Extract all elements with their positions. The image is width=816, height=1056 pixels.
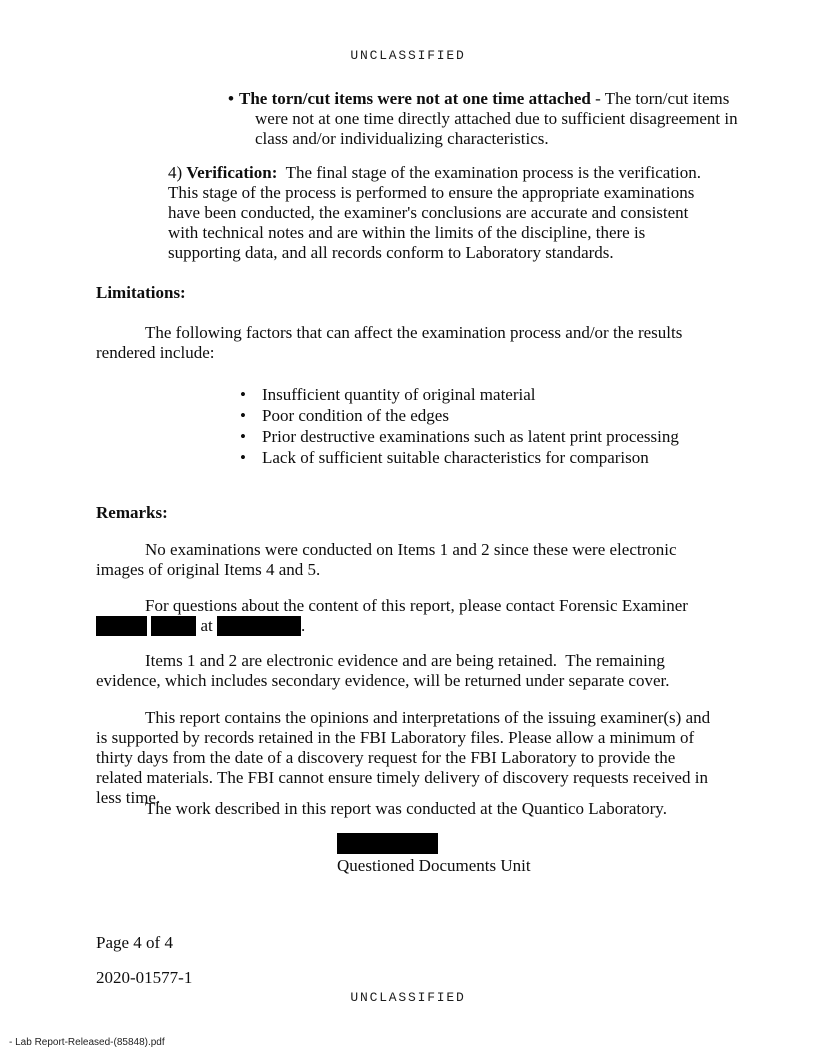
signature-block [337, 833, 531, 876]
list-item [240, 447, 679, 468]
bullet-icon: • [240, 427, 246, 446]
bullet-icon: • [240, 448, 246, 467]
limitations-factors-list [240, 384, 679, 468]
classification-banner-bottom: UNCLASSIFIED [350, 990, 466, 1005]
signature-unit-name: Questioned Documents Unit [337, 856, 531, 875]
limitations-heading: Limitations: [96, 283, 186, 302]
case-number: 2020-01577-1 [96, 968, 193, 987]
contact-paragraph [96, 596, 720, 636]
torn-cut-text: - The torn/cut items were not at one time directly attached due to sufficient disagreement in class and/or individualizing characteristics. [255, 89, 742, 148]
signature-redaction-bar [337, 833, 438, 854]
contact-text-between: at [196, 616, 218, 635]
verification-paragraph [168, 163, 716, 263]
torn-cut-bullet-paragraph [228, 89, 743, 149]
bullet-icon: • [240, 385, 246, 404]
contact-text-before: For questions about the content of this report, please contact Forensic Examiner [145, 596, 693, 615]
page-number: Page 4 of 4 [96, 933, 173, 952]
limitations-intro-paragraph: The following factors that can affect the examination process and/or the results rendered include: [96, 323, 687, 362]
classification-banner-top: UNCLASSIFIED [350, 48, 466, 63]
contact-text-after: . [301, 616, 306, 635]
no-examinations-paragraph: No examinations were conducted on Items 1 and 2 since these were electronic images of original Items 4 and 5. [96, 540, 681, 579]
factor-text: Lack of sufficient suitable characteristics for comparison [262, 448, 649, 467]
pdf-file-label: - Lab Report-Released-(85848).pdf [9, 1037, 165, 1048]
bullet-icon: • [240, 406, 246, 425]
verification-text: The final stage of the examination process is the verification. This stage of the process is performed to ensure the appropriate examinations have been conducted, the examiner's conclusions are accurate and consistent with technical notes and are within the limits of the discipline, there is supporting data, and all records conform to Laboratory standards. [168, 163, 710, 262]
redaction-bar [217, 616, 301, 636]
list-item [240, 426, 679, 447]
quantico-paragraph: The work described in this report was conducted at the Quantico Laboratory. [145, 799, 667, 818]
redaction-bar [151, 616, 196, 636]
verification-label: Verification: [186, 163, 278, 182]
factor-text: Insufficient quantity of original material [262, 385, 536, 404]
list-item [240, 384, 679, 405]
factor-text: Poor condition of the edges [262, 406, 449, 425]
list-item [240, 405, 679, 426]
remarks-heading: Remarks: [96, 503, 168, 522]
torn-cut-bold-text: The torn/cut items were not at one time attached [239, 89, 591, 108]
bullet-icon: • [228, 89, 234, 108]
verification-number: 4) [168, 163, 187, 182]
evidence-retained-paragraph: Items 1 and 2 are electronic evidence and are being retained. The remaining evidence, which includes secondary evidence, will be returned under separate cover. [96, 651, 670, 690]
factor-text: Prior destructive examinations such as latent print processing [262, 427, 679, 446]
redaction-bar [96, 616, 147, 636]
discovery-paragraph: This report contains the opinions and interpretations of the issuing examiner(s) and is supported by records retained in the FBI Laboratory files. Please allow a minimum of thirty days from the date of a discovery request for the FBI Laboratory to provide the related materials. The FBI cannot ensure timely delivery of discovery requests received in less time. [96, 708, 715, 807]
